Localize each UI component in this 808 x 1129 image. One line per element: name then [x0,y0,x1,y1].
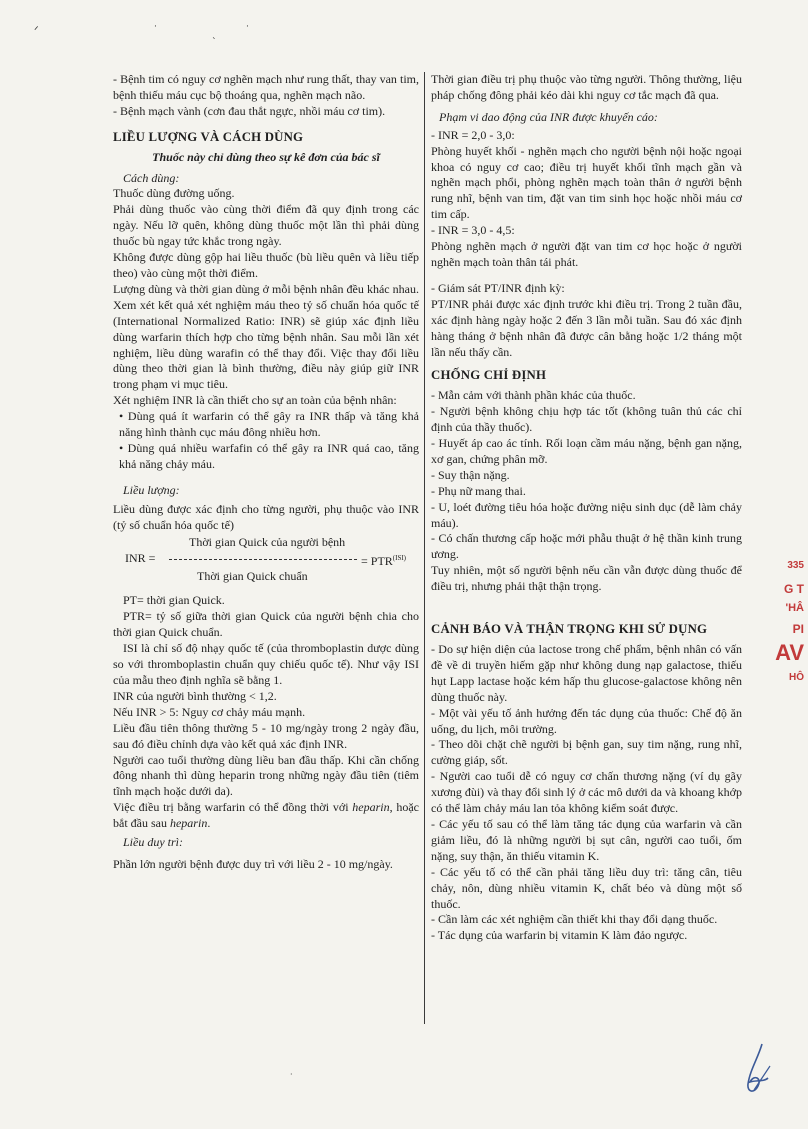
duration-text: Thời gian điều trị phụ thuộc vào từng người. Thông thường, liệu pháp chống đông phải kéo dài khi nguy cơ tắc mạch đã qua. [431,72,742,102]
usage-paragraph: Thuốc dùng đường uống. [113,186,235,201]
formula-rhs [361,551,406,570]
signature-mark [740,1040,780,1100]
usage-label: Cách dùng: [123,170,180,185]
heparin-text: , hoặc bắt đầu sau [113,800,419,831]
contraindication-item: - Người bệnh không chịu hợp tác tốt (không tuân thủ các chỉ định của thầy thuốc). [431,404,742,435]
contraindication-note: Tuy nhiên, một số người bệnh nếu cần vẫn được dùng thuốc để điều trị, nhưng phải thật thận trọng. [431,563,742,594]
left-column [113,72,419,873]
dose-intro: Liều dùng được xác định cho từng người, phụ thuộc vào INR (tỷ số chuẩn hóa quốc tế) [113,501,419,532]
inr-range-value: - INR = 2,0 - 3,0: [431,127,515,142]
right-column [431,72,742,944]
stamp-line: PI [792,622,804,636]
formula-exponent: (ISI) [392,554,406,563]
stamp-line: G T [784,582,804,596]
contraindication-item: - U, loét đường tiêu hóa hoặc đường niệu sinh dục (dễ làm chảy máu). [431,499,742,530]
scan-mark: · [290,1070,293,1079]
heparin-text: Việc điều trị bằng warfarin có thể đồng thời với [113,800,353,815]
usage-paragraph: Không được dùng gộp hai liều thuốc (bù liều quên và liều tiếp theo) vào cùng một thời điểm. [113,250,419,280]
inr-risk: Nếu INR > 5: Nguy cơ chảy máu mạnh. [113,704,306,719]
stamp-line: 'HÂ [785,602,804,614]
contraindication-item: - Có chấn thương cấp hoặc mới phẫu thuật ở hệ thần kinh trung ương. [431,531,742,562]
warning-item: - Tác dụng của warfarin bị vitamin K làm đảo ngược. [431,928,688,943]
isi-definition: ISI là chỉ số độ nhạy quốc tế (của thromboplastin dược dùng so với thromboplastin chuẩn quy chiếu quốc tế). Như vậy ISI của mẫu theo định nghĩa sẽ bằng 1. [113,641,419,687]
dosage-heading: LIỀU LƯỢNG VÀ CÁCH DÙNG [113,129,304,144]
heparin-term: heparin [352,800,390,815]
contraindication-item: - Phụ nữ mang thai. [431,483,526,498]
warning-item: - Do sự hiện diện của lactose trong chế phẩm, bệnh nhân có vấn đề về di truyền hiếm gặp như không dung nạp galactose, thiếu hụt Lapp lactase hoặc kém hấp thu glucose-galactose không nên dùng thuốc này. [431,642,742,704]
prescription-note: Thuốc này chỉ dùng theo sự kê đơn của bác sĩ [152,149,380,164]
maintenance-label: Liều duy trì: [123,835,183,850]
warning-item: - Một vài yếu tố ảnh hưởng đến tác dụng của thuốc: Chế độ ăn uống, du lịch, môi trường. [431,705,742,736]
intro-item: - Bệnh tim có nguy cơ nghẽn mạch như rung thất, thay van tim, bệnh thiếu máu cục bộ thoáng qua, nghẽn mạch não. [113,72,419,102]
inr-range-description: Phòng nghẽn mạch ở người đặt van tim cơ học hoặc ở người nghẽn mạch toàn thân tái phát. [431,239,742,269]
usage-paragraph: Xét nghiệm INR là cần thiết cho sự an toàn của bệnh nhân: [113,393,397,408]
scan-mark: · [154,22,157,32]
column-divider [424,72,425,1024]
dose-paragraph: Người cao tuổi thường dùng liều ban đầu thấp. Khi cần chống đông nhanh thì dùng heparin trong những ngày đầu tiên (tiêm tĩnh mạch hoặc dưới da). [113,752,419,799]
dose-paragraph: Liều đầu tiên thông thường 5 - 10 mg/ngày trong 2 ngày đầu, sau đó điều chỉnh dựa vào kết quả xác định INR. [113,720,419,751]
formula-lhs: INR = [125,551,156,566]
pt-definition: PT= thời gian Quick. [123,593,225,608]
scan-mark: ᐟ [34,24,39,37]
inr-range-description: Phòng huyết khối - nghẽn mạch cho người bệnh nội hoặc ngoại khoa có nguy cơ cao; điều trị huyết khối tĩnh mạch gần và nghẽn mạch phổi, phòng nghẽn mạch toàn thân ở người bệnh rung nhĩ, bệnh van tim, đặt van tim sinh học hoặc nhồi máu cơ tim cấp. [431,143,742,222]
heparin-text: . [207,816,211,831]
inr-range-label: Phạm vi dao động của INR được khuyến cáo: [439,109,658,124]
inr-formula [113,535,419,589]
warning-item: - Cần làm các xét nghiệm cần thiết khi thay đổi dạng thuốc. [431,912,718,927]
inr-range-value: - INR = 3,0 - 4,5: [431,223,515,238]
warning-item: - Các yếu tố có thể cần phải tăng liều duy trì: tăng cân, tiêu chảy, nôn, dùng nhiều vitamin K, chất béo và dùng một số thuốc. [431,864,742,911]
formula-rhs-text: = PTR [361,554,393,569]
warning-heading: CẢNH BÁO VÀ THẬN TRỌNG KHI SỬ DỤNG [431,622,708,637]
formula-numerator: Thời gian Quick của người bệnh [189,535,346,550]
stamp-line: AV [775,640,804,665]
contraindication-item: - Mẫn cảm với thành phần khác của thuốc. [431,388,636,403]
heparin-sentence [113,800,419,832]
contraindication-item: - Suy thận nặng. [431,467,510,482]
scan-mark: · [246,22,249,32]
warning-item: - Theo dõi chặt chẽ người bị bệnh gan, suy tim nặng, rung nhĩ, cường giáp, sốt. [431,737,742,768]
formula-fraction-line [169,559,357,560]
monitoring-label: - Giám sát PT/INR định kỳ: [431,280,565,295]
intro-item: - Bệnh mạch vành (cơn đau thắt ngực, nhồi máu cơ tim). [113,103,386,118]
inr-normal: INR của người bình thường < 1,2. [113,688,277,703]
warning-item: - Người cao tuổi dễ có nguy cơ chấn thương nặng (ví dụ gãy xương đùi) và thay đổi sinh lý ở các mô dưới da và khoang khớp có thể làm chảy máu lan tỏa không kiểm soát được. [431,769,743,816]
dose-label: Liều lượng: [123,482,180,497]
maintenance-text: Phần lớn người bệnh được duy trì với liều 2 - 10 mg/ngày. [113,856,393,871]
contraindication-item: - Huyết áp cao ác tính. Rối loạn cầm máu nặng, bệnh gan nặng, xơ gan, chứng phân mỡ. [431,436,742,466]
usage-paragraph: Phải dùng thuốc vào cùng thời điểm đã quy định trong các ngày. Nếu lỡ quên, không dùng thuốc một lần thì phải dùng thuốc bù ngay tức khắc trong ngày. [113,202,419,249]
inr-bullet: • Dùng quá ít warfarin có thể gây ra INR thấp và tăng khả năng hình thành cục máu đông nhiều hơn. [119,409,419,440]
formula-denominator: Thời gian Quick chuẩn [197,569,308,584]
usage-paragraph: Lượng dùng và thời gian dùng ở mỗi bệnh nhân đều khác nhau. Xem xét kết quả xét nghiệm máu theo tỷ số chuẩn hóa quốc tế (International Normalized Ratio: INR) sẽ giúp xác định liều dùng warfarin thích hợp cho từng bệnh nhân. Sau mỗi lần xét nghiệm, liều dùng warafin có thể thay đổi. Việc thay đổi liều dùng theo thời gian là bình thường, điều này giúp giữ INR trong phạm vi mục tiêu. [113,281,419,392]
stamp-line: 335 [787,560,804,571]
contraindication-heading: CHỐNG CHỈ ĐỊNH [431,368,547,383]
inr-bullet: • Dùng quá nhiều warfafin có thể gây ra INR quá cao, tăng khả năng chảy máu. [119,440,419,471]
warning-item: - Các yếu tố sau có thể làm tăng tác dụng của warfarin và cần giảm liều, đó là những người bị sụt cân, người cao tuổi, ốm nặng, suy thận, ăn thiếu vitamin K. [431,816,742,863]
approval-stamp [758,558,808,690]
monitoring-text: PT/INR phải được xác định trước khi điều trị. Trong 2 tuần đầu, xác định hàng ngày hoặc 2 đến 3 lần mỗi tuần. Sau đó xác định hàng tháng ở bệnh nhân đã được cân bằng hoặc 1/2 tháng một lần nếu thấy cần. [431,296,742,359]
stamp-line: HÔ [789,672,804,683]
scan-mark: ˎ [212,30,217,40]
heparin-term: heparin [169,816,208,831]
ptr-definition: PTR= tỷ số giữa thời gian Quick của người bệnh chia cho thời gian Quick chuẩn. [113,609,419,640]
